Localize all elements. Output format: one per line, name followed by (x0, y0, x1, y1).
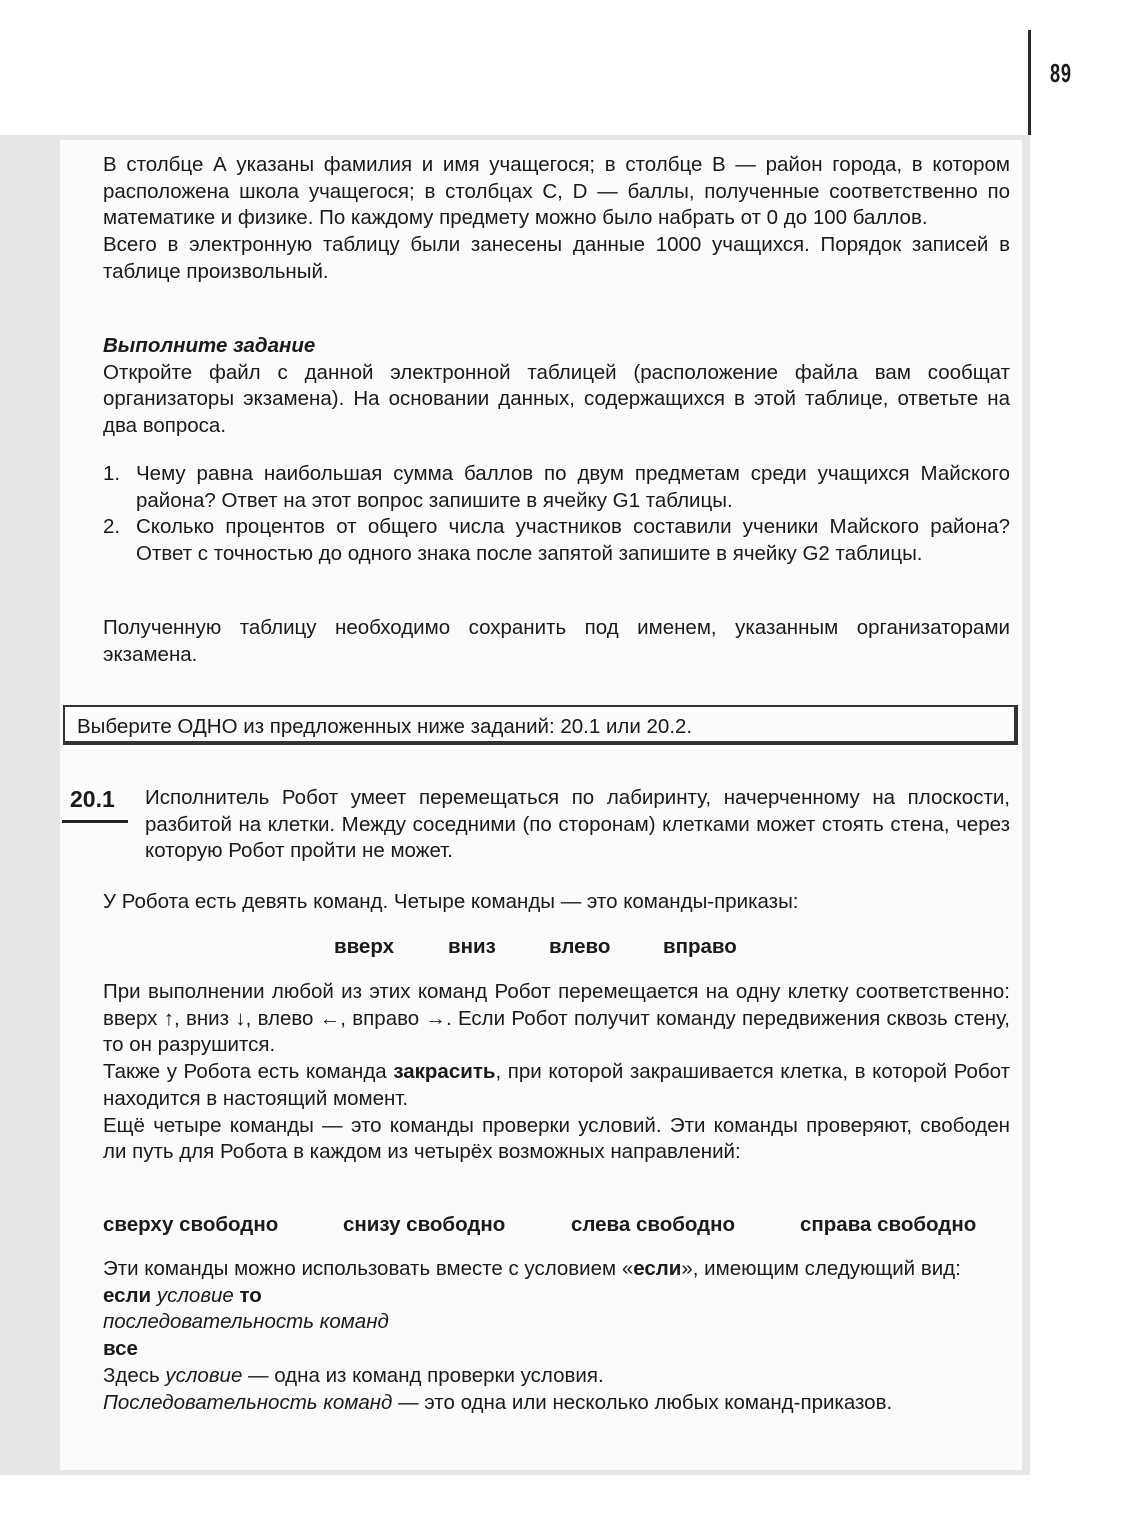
if-construct-section (103, 1256, 1010, 1416)
paint-description (103, 1059, 1010, 1112)
here-condition: условие (165, 1363, 243, 1387)
check-description: Ещё четыре команды — это команды проверки условий. Эти команды проверяют, свободен ли путь для Робота в каждом из четырёх возможных направлений: (103, 1113, 1010, 1164)
intro-paragraph-2: Всего в электронную таблицу были занесены данные 1000 учащихся. Порядок записей в таблице произвольный. (103, 233, 1010, 283)
command-left: влево (549, 935, 611, 958)
if-text-post: », имеющим следующий вид: (681, 1257, 961, 1280)
command-down: вниз (448, 935, 496, 958)
command-up: вверх (334, 935, 394, 958)
task-20-1-intro: Исполнитель Робот умеет перемещаться по лабиринту, начерченному на плоскости, разбитой на клетки. Между соседними (по сторонам) клетками может стоять стена, через которую Робот пройти не может. (145, 786, 1010, 863)
syntax-sequence: последовательность команд (103, 1310, 389, 1334)
question-number: 1. (103, 462, 121, 485)
margin-rule (1028, 30, 1031, 135)
here-text-pre: Здесь (103, 1363, 166, 1387)
paint-command: закрасить (393, 1060, 496, 1084)
syntax-end: все (103, 1337, 138, 1361)
syntax-if: если (103, 1283, 152, 1307)
questions-list (103, 461, 1010, 568)
save-note: Полученную таблицу необходимо сохранить под именем, указанным организаторами экзамена. (103, 616, 1010, 666)
task-instruction: Откройте файл с данной электронной таблицей (расположение файла вам сообщат организаторы экзамена). На основании данных, содержащихся в этой таблице, ответьте на два вопроса. (103, 360, 1010, 438)
question-number: 2. (103, 515, 121, 539)
syntax-then: то (239, 1283, 262, 1307)
question-item (103, 514, 1010, 567)
sequence-text-post: — это одна или несколько любых команд-приказов. (392, 1390, 893, 1414)
question-text: Сколько процентов от общего числа участников составили ученики Майского района? Ответ с точностью до одного знака после запятой запишите в ячейку G2 таблицы. (136, 515, 1010, 566)
sequence-term: Последовательность команд (103, 1390, 393, 1414)
page-number: 89 (1050, 58, 1072, 88)
questions-section (103, 461, 1010, 568)
paint-text-post: , при которой закрашивается клетка, в которой Робот находится в настоящий момент. (103, 1060, 1010, 1110)
here-text-post: — одна из команд проверки условия. (242, 1363, 604, 1387)
task-number: 20.1 (70, 786, 115, 812)
if-description (103, 1256, 1010, 1283)
command-top-free: сверху свободно (103, 1213, 279, 1236)
if-keyword: если (633, 1257, 682, 1280)
choice-box: Выберите ОДНО из предложенных ниже заданий: 20.1 или 20.2. (63, 705, 1018, 745)
if-text-pre: Эти команды можно использовать вместе с условием « (103, 1257, 634, 1280)
paint-text-pre: Также у Робота есть команда (103, 1060, 394, 1084)
question-item (103, 461, 1010, 514)
move-commands-row (0, 934, 1122, 960)
task-20-1-intro-section (145, 785, 1010, 865)
check-commands-row (0, 1212, 1122, 1238)
question-text: Чему равна наибольшая сумма баллов по двум предметам среди учащихся Майского района? Ответ на этот вопрос запишите в ячейку G1 таблицы. (136, 462, 1010, 512)
command-right-free: справа свободно (800, 1213, 977, 1236)
commands-intro: У Робота есть девять команд. Четыре команды — это команды-приказы: (103, 890, 799, 913)
intro-paragraph-1: В столбце А указаны фамилия и имя учащегося; в столбце В — район города, в котором расположена школа учащегося; в столбцах С, D — баллы, полученные соответственно по математике и физике. По каждому предмету можно было набрать от 0 до 100 баллов. (103, 153, 1010, 230)
commands-description-section (103, 979, 1010, 1166)
command-left-free: слева свободно (571, 1213, 736, 1236)
here-line (103, 1363, 1010, 1390)
intro-section (103, 152, 1010, 286)
command-bottom-free: снизу свободно (343, 1213, 506, 1236)
commands-intro-section (103, 889, 1010, 916)
save-note-section (103, 615, 1010, 668)
task-section (103, 333, 1010, 440)
task-heading: Выполните задание (103, 334, 316, 357)
syntax-condition: условие (151, 1283, 240, 1307)
move-description: При выполнении любой из этих команд Робот перемещается на одну клетку соответственно: вверх ↑, вниз ↓, влево ←, вправо →. Если Робот получит команду передвижения сквозь стену, то он разрушится. (103, 980, 1010, 1057)
syntax-if-line (103, 1283, 1010, 1310)
command-right: вправо (663, 935, 737, 958)
sequence-definition (103, 1390, 1010, 1417)
task-number-underline (62, 820, 128, 823)
